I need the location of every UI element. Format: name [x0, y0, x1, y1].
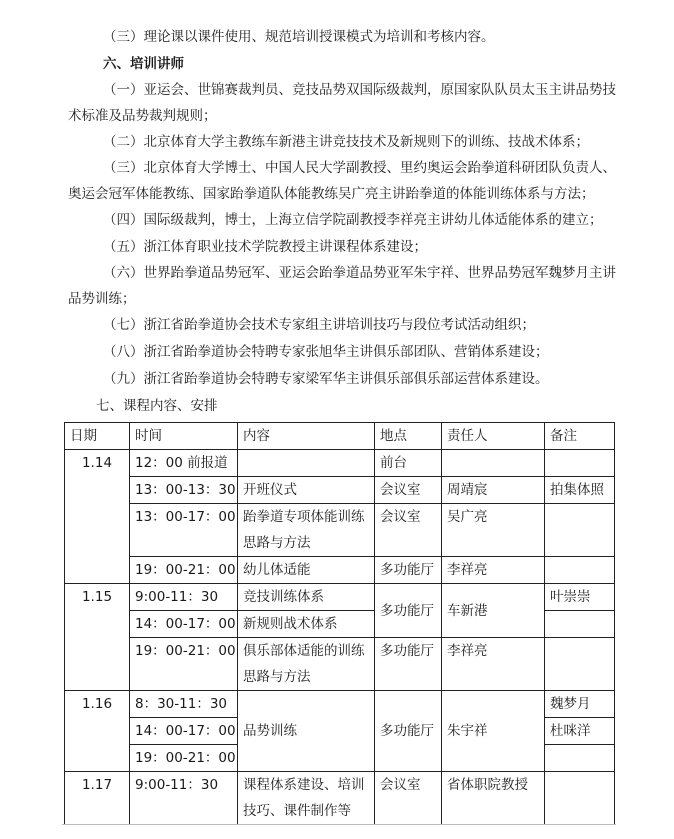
header-person: 责任人 [442, 423, 545, 450]
place-cell: 会议室 [375, 772, 442, 825]
table-header-row [65, 423, 615, 450]
note-cell [545, 450, 615, 477]
content-cell: 竞技训练体系 [238, 584, 375, 611]
content-cell: 开班仪式 [238, 477, 375, 504]
header-date: 日期 [65, 423, 130, 450]
person-cell: 车新港 [442, 584, 545, 638]
time-cell: 8：30-11：30 [130, 691, 238, 718]
place-cell: 会议室 [375, 504, 442, 557]
time-cell: 19：00-21：00 [130, 745, 238, 772]
date-cell: 1.17 [65, 772, 130, 825]
content-cell: 跆拳道专项体能训练思路与方法 [238, 504, 375, 557]
place-cell: 多功能厅 [375, 638, 442, 691]
person-cell: 李祥亮 [442, 557, 545, 584]
page-bottom-rule [62, 824, 616, 825]
table-row [65, 504, 615, 557]
person-cell: 周靖宸 [442, 477, 545, 504]
lecturer-item: （七）浙江省跆拳道协会技术专家组主讲培训技巧与段位考试活动组织； [103, 317, 535, 333]
time-cell: 19：00-21：00 [130, 557, 238, 584]
time-cell: 9:00-11：30 [130, 584, 238, 611]
lecturer-item: （九）浙江省跆拳道协会特聘专家梁军华主讲俱乐部俱乐部运营体系建设。 [103, 371, 549, 387]
place-cell: 多功能厅 [375, 584, 442, 638]
content-cell: 幼儿体适能 [238, 557, 375, 584]
time-cell: 19：00-21：00 [130, 638, 238, 691]
lecturer-item-cont: 奥运会冠军体能教练、国家跆拳道队体能教练吴广亮主讲跆拳道的体能训练体系与方法； [68, 186, 595, 202]
note-cell [545, 611, 615, 638]
lecturer-item: （三）北京体育大学博士、中国人民大学副教授、里约奥运会跆拳道科研团队负责人、 [103, 160, 616, 176]
table-row [65, 691, 615, 718]
place-cell: 多功能厅 [375, 691, 442, 772]
note-cell: 叶崇崇 [545, 584, 615, 611]
person-cell: 省体职院教授 [442, 772, 545, 825]
note-cell [545, 638, 615, 691]
lecturer-item: （一）亚运会、世锦赛裁判员、竞技品势双国际级裁判，原国家队队员太玉主讲品势技 [103, 82, 616, 98]
note-cell [545, 745, 615, 772]
note-cell [545, 772, 615, 825]
content-cell: 俱乐部体适能的训练思路与方法 [238, 638, 375, 691]
place-cell: 多功能厅 [375, 557, 442, 584]
table-row [65, 584, 615, 611]
lecturer-item: （四）国际级裁判，博士，上海立信学院副教授李祥亮主讲幼儿体适能体系的建立； [103, 212, 603, 228]
table-row [65, 477, 615, 504]
lecturer-item: （八）浙江省跆拳道协会特聘专家张旭华主讲俱乐部团队、营销体系建设； [103, 344, 549, 360]
date-cell: 1.15 [65, 584, 130, 691]
table-row [65, 557, 615, 584]
note-cell: 杜咪洋 [545, 718, 615, 745]
header-content: 内容 [238, 423, 375, 450]
content-cell: 新规则战术体系 [238, 611, 375, 638]
table-row [65, 450, 615, 477]
person-cell: 李祥亮 [442, 638, 545, 691]
section7-heading: 七、课程内容、安排 [96, 398, 218, 414]
content-cell [238, 450, 375, 477]
place-cell: 会议室 [375, 477, 442, 504]
time-cell: 13：00-17：00 [130, 504, 238, 557]
note-cell: 魏梦月 [545, 691, 615, 718]
content-cell: 品势训练 [238, 691, 375, 772]
schedule-table [64, 422, 615, 825]
note-cell [545, 557, 615, 584]
time-cell: 9:00-11：30 [130, 772, 238, 825]
person-cell: 朱宇祥 [442, 691, 545, 772]
header-place: 地点 [375, 423, 442, 450]
note-cell [545, 504, 615, 557]
lecturer-item-cont: 品势训练； [68, 291, 136, 307]
lecturer-item-cont: 术标准及品势裁判规则； [68, 108, 217, 124]
date-cell: 1.14 [65, 450, 130, 584]
intro-line: （三）理论课以课件使用、规范培训授课模式为培训和考核内容。 [103, 29, 495, 45]
lecturer-item: （五）浙江体育职业技术学院教授主讲课程体系建设； [103, 239, 427, 255]
time-cell: 14：00-17：00 [130, 718, 238, 745]
place-cell: 前台 [375, 450, 442, 477]
note-cell: 拍集体照 [545, 477, 615, 504]
lecturer-item: （二）北京体育大学主教练车新港主讲竞技技术及新规则下的训练、技战术体系； [103, 134, 589, 150]
time-cell: 14：00-17：00 [130, 611, 238, 638]
header-time: 时间 [130, 423, 238, 450]
lecturer-item: （六）世界跆拳道品势冠军、亚运会跆拳道品势亚军朱宇祥、世界品势冠军魏梦月主讲 [103, 265, 616, 281]
time-cell: 12：00 前报道 [130, 450, 238, 477]
table-row [65, 772, 615, 825]
table-row [65, 638, 615, 691]
person-cell [442, 450, 545, 477]
content-cell: 课程体系建设、培训技巧、课件制作等 [238, 772, 375, 825]
section6-heading: 六、培训讲师 [103, 56, 184, 72]
time-cell: 13：00-13：30 [130, 477, 238, 504]
header-note: 备注 [545, 423, 615, 450]
date-cell: 1.16 [65, 691, 130, 772]
person-cell: 吴广亮 [442, 504, 545, 557]
